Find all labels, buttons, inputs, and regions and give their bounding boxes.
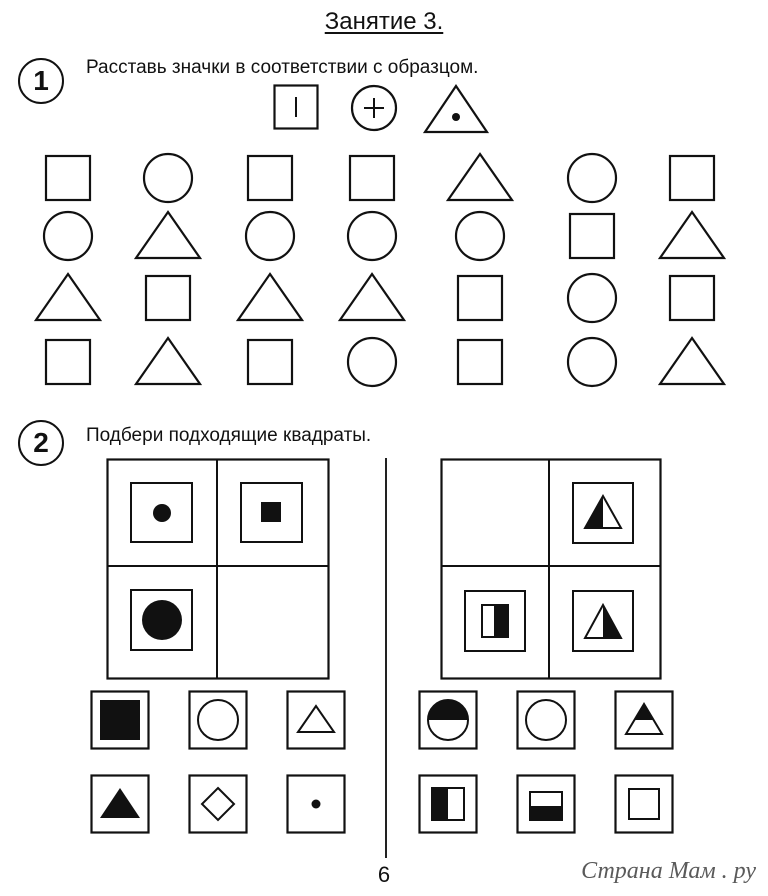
grid-circle-r1-c2[interactable] — [144, 154, 192, 202]
right-cell-4 — [573, 591, 633, 651]
vertical-divider — [385, 458, 387, 858]
right-matrix — [440, 458, 662, 680]
page-title: Занятие 3. — [324, 8, 444, 35]
left-option-black-square[interactable] — [90, 690, 150, 750]
right-option-small-square[interactable] — [614, 774, 674, 834]
grid-square-r3-c5[interactable] — [458, 276, 502, 320]
grid-circle-r2-c1[interactable] — [44, 212, 92, 260]
grid-square-r4-c3[interactable] — [248, 340, 292, 384]
grid-triangle-r3-c4[interactable] — [340, 274, 404, 320]
left-cell-3 — [131, 590, 192, 650]
grid-circle-r3-c6[interactable] — [568, 274, 616, 322]
grid-triangle-r2-c7[interactable] — [660, 212, 724, 258]
grid-triangle-r3-c1[interactable] — [36, 274, 100, 320]
grid-square-r1-c7[interactable] — [670, 156, 714, 200]
black-dot-icon — [153, 504, 171, 522]
right-option-black-bottom-rectangle[interactable] — [516, 774, 576, 834]
grid-square-r1-c4[interactable] — [350, 156, 394, 200]
grid-triangle-r4-c7[interactable] — [660, 338, 724, 384]
grid-circle-r4-c4[interactable] — [348, 338, 396, 386]
grid-circle-r2-c4[interactable] — [348, 212, 396, 260]
grid-circle-r2-c3[interactable] — [246, 212, 294, 260]
half-black-square-icon — [495, 605, 508, 637]
left-option-circle[interactable] — [188, 690, 248, 750]
right-option-circle[interactable] — [516, 690, 576, 750]
left-cell-2 — [241, 483, 302, 542]
grid-square-r2-c6[interactable] — [570, 214, 614, 258]
grid-circle-r1-c6[interactable] — [568, 154, 616, 202]
task-1-instruction: Расставь значки в соответствии с образцом. — [86, 57, 479, 78]
grid-square-r4-c5[interactable] — [458, 340, 502, 384]
right-option-black-top-triangle[interactable] — [614, 690, 674, 750]
grid-triangle-r3-c3[interactable] — [238, 274, 302, 320]
left-option-diamond[interactable] — [188, 774, 248, 834]
grid-square-r4-c1[interactable] — [46, 340, 90, 384]
grid-square-r1-c3[interactable] — [248, 156, 292, 200]
left-matrix — [106, 458, 330, 680]
left-cell-1 — [131, 483, 192, 542]
right-cell-2 — [573, 483, 633, 543]
left-option-small-dot[interactable] — [286, 774, 346, 834]
large-black-circle-icon — [142, 600, 182, 640]
left-option-black-triangle[interactable] — [90, 774, 150, 834]
right-cell-3 — [465, 591, 525, 651]
task-2-instruction: Подбери подходящие квадраты. — [86, 425, 372, 446]
grid-square-r3-c7[interactable] — [670, 276, 714, 320]
task-number-2: 2 — [18, 420, 64, 466]
grid-square-r3-c2[interactable] — [146, 276, 190, 320]
grid-triangle-r4-c2[interactable] — [136, 338, 200, 384]
grid-triangle-r1-c5[interactable] — [448, 154, 512, 200]
grid-triangle-r2-c2[interactable] — [136, 212, 200, 258]
left-option-triangle[interactable] — [286, 690, 346, 750]
page-number: 6 — [377, 862, 391, 887]
right-option-half-black-square[interactable] — [418, 774, 478, 834]
grid-circle-r2-c5[interactable] — [456, 212, 504, 260]
black-square-icon — [261, 502, 281, 522]
right-option-half-black-circle[interactable] — [418, 690, 478, 750]
grid-square-r1-c1[interactable] — [46, 156, 90, 200]
grid-circle-r4-c6[interactable] — [568, 338, 616, 386]
task-number-1: 1 — [18, 58, 64, 104]
watermark-logo: Страна Мам . ру — [581, 858, 756, 884]
